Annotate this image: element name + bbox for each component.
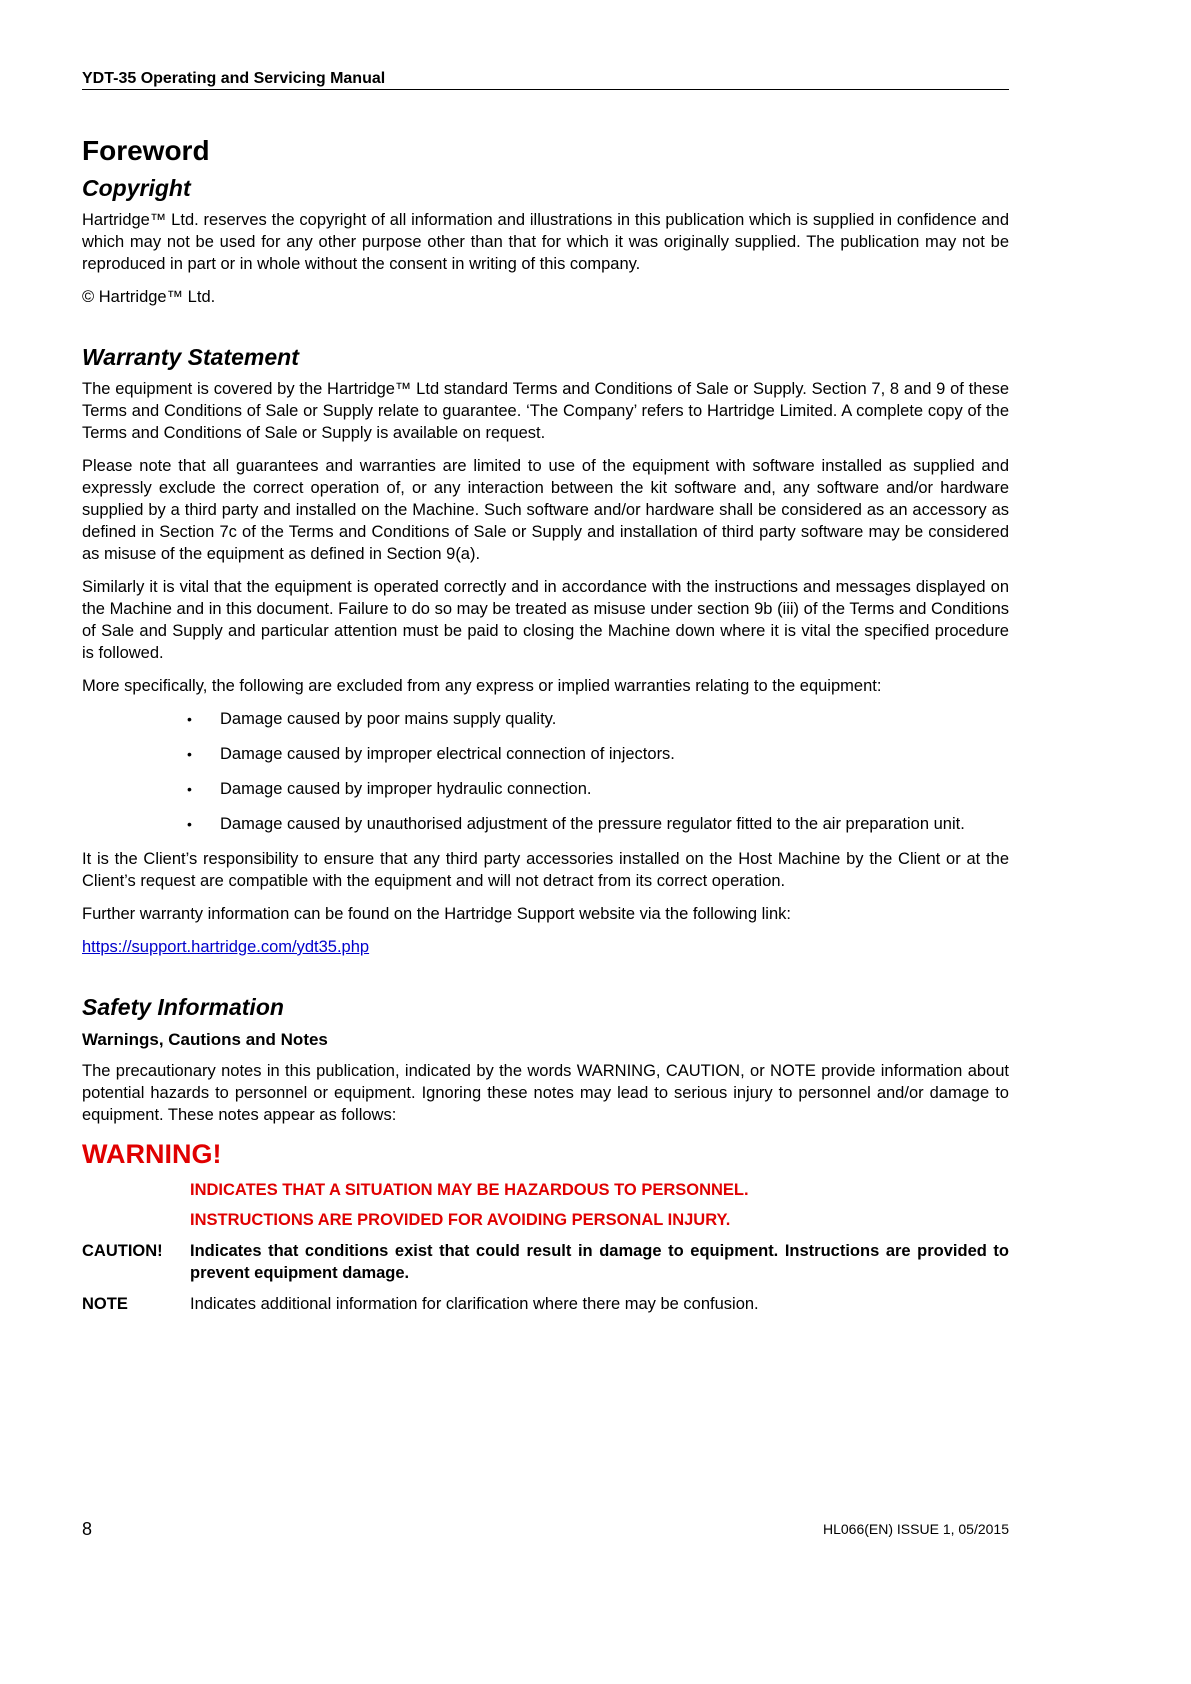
bullet-icon: •	[187, 816, 192, 832]
warning-title: WARNING!	[82, 1139, 222, 1169]
warranty-paragraph-6: Further warranty information can be found on the Hartridge Support website via the following link:	[82, 905, 791, 923]
foreword-title: Foreword	[82, 135, 210, 166]
running-header: YDT-35 Operating and Servicing Manual	[82, 70, 1009, 90]
note-text: Indicates additional information for clarification where there may be confusion.	[190, 1295, 759, 1313]
list-item	[82, 743, 1009, 765]
exclusion-text: Damage caused by unauthorised adjustment of the pressure regulator fitted to the air preparation unit.	[220, 815, 965, 833]
safety-subheading: Warnings, Cautions and Notes	[82, 1030, 328, 1049]
support-link[interactable]: https://support.hartridge.com/ydt35.php	[82, 938, 370, 956]
support-link-wrapper	[82, 936, 1009, 958]
bullet-icon: •	[187, 746, 192, 762]
copyright-paragraph: Hartridge™ Ltd. reserves the copyright of all information and illustrations in this publication which is supplied in confidence and which may not be used for any other purpose other than that for which it was originally supplied. The publication may not be reproduced in part or in whole without the consent in writing of this company.	[82, 211, 1009, 273]
bullet-icon: •	[187, 781, 192, 797]
document-page	[82, 0, 1009, 1684]
caution-text: Indicates that conditions exist that could result in damage to equipment. Instructions are provided to prevent equipment damage.	[190, 1242, 1009, 1282]
warranty-paragraph-4: More specifically, the following are excluded from any express or implied warranties relating to the equipment:	[82, 677, 882, 695]
exclusion-text: Damage caused by improper hydraulic connection.	[220, 780, 592, 798]
exclusion-text: Damage caused by poor mains supply quality.	[220, 710, 557, 728]
note-row	[82, 1293, 1009, 1315]
note-label: NOTE	[82, 1295, 128, 1313]
copyright-notice: © Hartridge™ Ltd.	[82, 288, 216, 306]
warranty-paragraph-3: Similarly it is vital that the equipment is operated correctly and in accordance with the instructions and messages displayed on the Machine and in this document. Failure to do so may be treated as misuse under section 9b (iii) of the Terms and Conditions of Sale and Supply and particular attention must be paid to closing the Machine down where it is vital the specified procedure is followed.	[82, 578, 1009, 662]
caution-row	[82, 1240, 1009, 1284]
list-item	[82, 813, 1009, 835]
warranty-paragraph-5: It is the Client’s responsibility to ensure that any third party accessories installed on the Host Machine by the Client or at the Client’s request are compatible with the equipment and will not detract from its correct operation.	[82, 850, 1009, 890]
warning-line-1: INDICATES THAT A SITUATION MAY BE HAZARDOUS TO PERSONNEL.	[190, 1181, 749, 1199]
warranty-heading: Warranty Statement	[82, 344, 299, 370]
page-content	[82, 133, 1009, 1315]
document-reference: HL066(EN) ISSUE 1, 05/2015	[823, 1521, 1009, 1537]
safety-paragraph: The precautionary notes in this publication, indicated by the words WARNING, CAUTION, or NOTE provide information about potential hazards to personnel or equipment. Ignoring these notes may lead to serious injury to personnel and/or damage to equipment. These notes appear as follows:	[82, 1062, 1009, 1124]
safety-heading: Safety Information	[82, 994, 284, 1020]
warning-line-2: INSTRUCTIONS ARE PROVIDED FOR AVOIDING PERSONAL INJURY.	[190, 1211, 731, 1229]
list-item	[82, 778, 1009, 800]
exclusions-list	[82, 708, 1009, 835]
copyright-heading: Copyright	[82, 175, 191, 201]
exclusion-text: Damage caused by improper electrical connection of injectors.	[220, 745, 675, 763]
list-item	[82, 708, 1009, 730]
warranty-paragraph-2: Please note that all guarantees and warranties are limited to use of the equipment with software installed as supplied and expressly exclude the correct operation of, or any interaction between the kit software and, any software and/or hardware supplied by a third party and installed on the Machine. Such software and/or hardware shall be considered as an accessory as defined in Section 7c of the Terms and Conditions of Sale or Supply and installation of third party software may be considered as misuse of the equipment as defined in Section 9(a).	[82, 457, 1009, 563]
warranty-paragraph-1: The equipment is covered by the Hartridge™ Ltd standard Terms and Conditions of Sale or Supply. Section 7, 8 and 9 of these Terms and Conditions of Sale or Supply relate to guarantee. ‘The Company’ refers to Hartridge Limited. A complete copy of the Terms and Conditions of Sale or Supply is available on request.	[82, 380, 1009, 442]
caution-label: CAUTION!	[82, 1242, 163, 1260]
bullet-icon: •	[187, 711, 192, 727]
page-number: 8	[82, 1519, 93, 1539]
